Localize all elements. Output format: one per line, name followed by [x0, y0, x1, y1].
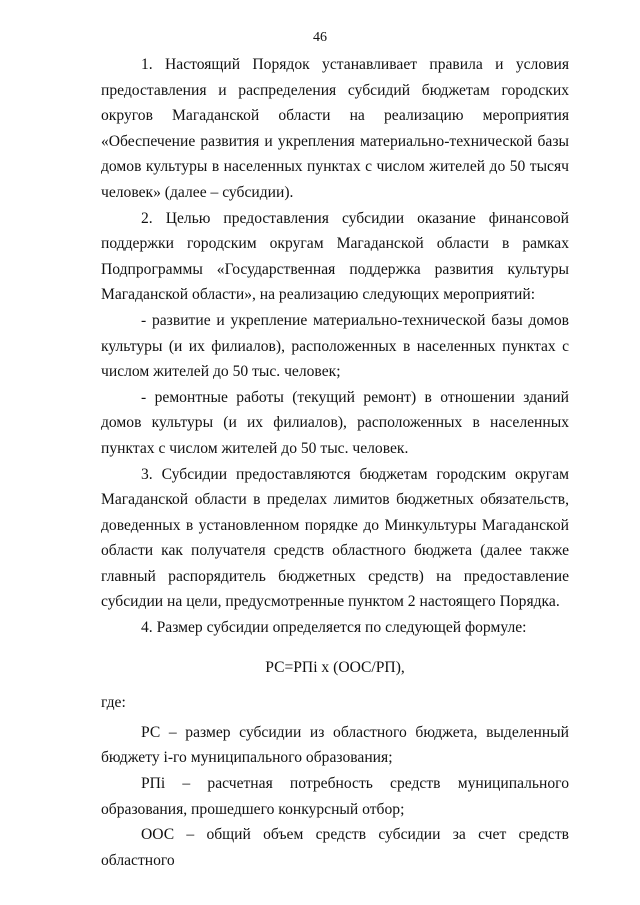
paragraph-1: 1. Настоящий Порядок устанавливает правила и условия предоставления и распределения субсидий бюджетам городских округов Магаданской области на реализацию мероприятия «Обеспечение развития и укрепления материально-технической базы домов культуры в населенных пунктах с числом жителей до 50 тысяч человек» (далее – субсидии). [101, 56, 569, 201]
paragraph-2: 2. Целью предоставления субсидии оказание финансовой поддержки городским округам Магаданской области в рамках Подпрограммы «Государственная поддержка развития культуры Магаданской области», на реализацию следующих мероприятий: [101, 209, 569, 304]
where-label: где: [101, 694, 126, 712]
definition-rs: РС – размер субсидии из областного бюджета, выделенный бюджету i-го муниципального образования; [101, 723, 569, 767]
list-item-2: - ремонтные работы (текущий ремонт) в отношении зданий домов культуры (и их филиалов), расположенных в населенных пунктах с числом жителей до 50 тыс. человек. [101, 388, 569, 457]
document-body [101, 52, 569, 873]
list-item-1: - развитие и укрепление материально-технической базы домов культуры (и их филиалов), расположенных в населенных пунктах с числом жителей до 50 тыс. человек; [101, 311, 569, 381]
paragraph-3: 3. Субсидии предоставляются бюджетам городским округам Магаданской области в пределах лимитов бюджетных обязательств, доведенных в установленном порядке до Минкультуры Магаданской области как получателя средств областного бюджета (далее также главный распорядитель бюджетных средств) на предоставление субсидии на цели, предусмотренные пунктом 2 настоящего Порядка. [101, 465, 569, 611]
definition-oos: ООС – общий объем средств субсидии за счет средств областного [101, 826, 569, 869]
formula: РС=РПi x (ООС/РП), [265, 658, 405, 676]
paragraph-4: 4. Размер субсидии определяется по следующей формуле: [141, 619, 527, 637]
definition-rpi: РПi – расчетная потребность средств муниципального образования, прошедшего конкурсный отбор; [101, 775, 569, 818]
page-number: 46 [313, 30, 327, 45]
